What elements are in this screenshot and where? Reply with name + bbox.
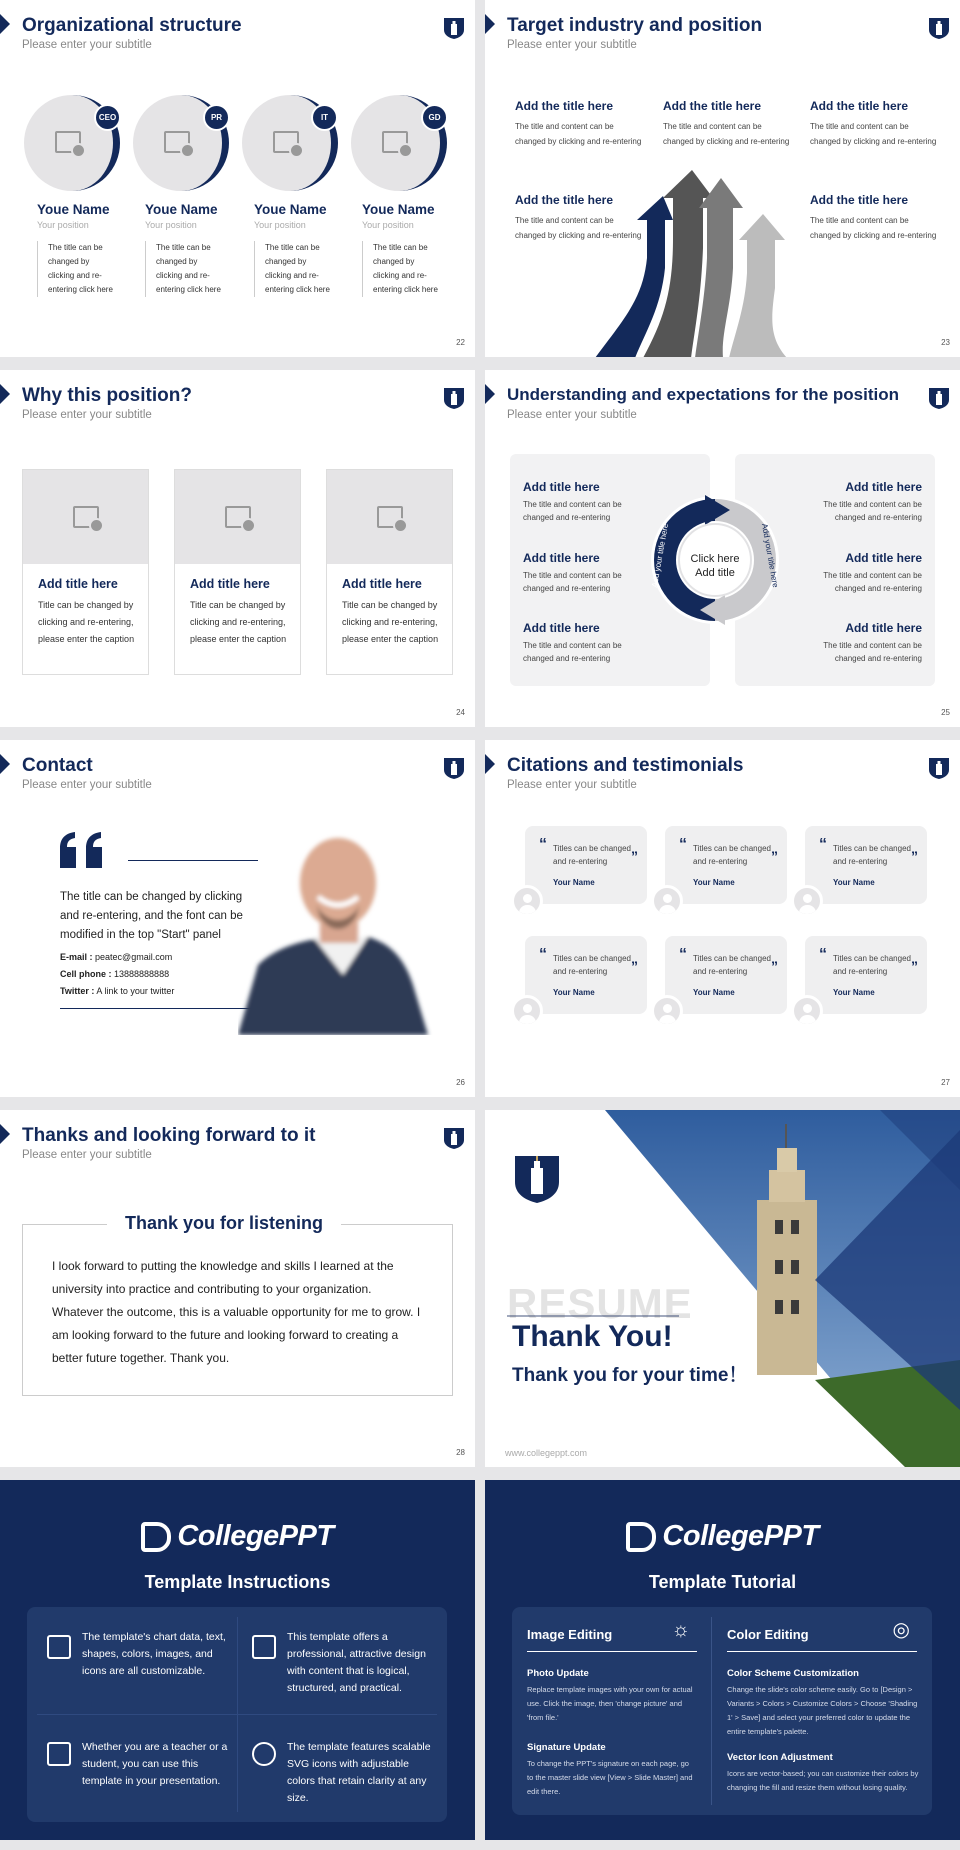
image-icon (382, 131, 408, 153)
item-text: The title and content can be changed and re-entering (823, 500, 922, 522)
testimonial-text: Titles can be changed and re-entering (833, 954, 911, 976)
testimonial-name: Your Name (553, 988, 595, 997)
item-title: Add title here (523, 480, 600, 494)
section-text: To change the PPT's signature on each page, go to the master slide view [View > Slide Master] and edit there. (527, 1759, 693, 1796)
testimonial-card (665, 826, 787, 904)
presentation-icon (47, 1635, 71, 1659)
avatar (651, 885, 683, 917)
quote-open-icon: “ (679, 946, 687, 963)
phone-row (60, 969, 169, 979)
target-item (810, 193, 940, 243)
item-title: Add the title here (515, 99, 614, 113)
item-text: The title and content can be changed by clicking and re-entering (810, 122, 937, 146)
thank-you-heading: Thank You! (512, 1320, 673, 1353)
crest-icon (928, 386, 950, 410)
section-title: Color Scheme Customization (727, 1668, 859, 1679)
logo-mark-icon (141, 1522, 171, 1552)
box-title: Thank you for listening (107, 1213, 341, 1234)
person-description: The title can be changed by clicking and re-entering click here (145, 241, 225, 297)
quote-close-icon: ” (911, 958, 918, 974)
avatar (791, 995, 823, 1027)
header-arrow (0, 1124, 10, 1144)
page-number: 25 (941, 708, 950, 717)
section-title: Vector Icon Adjustment (727, 1752, 833, 1763)
item-title: Add the title here (810, 193, 909, 207)
divider (711, 1617, 712, 1805)
logo-mark-icon (626, 1522, 656, 1552)
testimonial-text: Titles can be changed and re-entering (693, 954, 771, 976)
testimonial-text: Titles can be changed and re-entering (693, 844, 771, 866)
slide-template-tutorial (485, 1480, 960, 1840)
card-title: Add title here (342, 577, 422, 591)
item-title: Add the title here (810, 99, 909, 113)
expectation-item (797, 480, 922, 524)
person-description: The title can be changed by clicking and re-entering click here (37, 241, 117, 297)
person-name: Youe Name (362, 202, 435, 217)
thank-you-subheading: Thank you for your time！ (512, 1365, 748, 1386)
role-badge: CEO (94, 104, 121, 131)
person-photo[interactable] (238, 825, 433, 1035)
testimonial-card (805, 826, 927, 904)
expectation-item (797, 551, 922, 595)
page-number: 27 (941, 1078, 950, 1087)
slide-subtitle: Please enter your subtitle (22, 39, 152, 51)
item-text: The title and content can be changed and re-entering (523, 500, 622, 522)
quote-close-icon: ” (911, 848, 918, 864)
color-editing-panel (712, 1607, 932, 1815)
item-text: The title and content can be changed by clicking and re-entering (663, 122, 790, 146)
slide-thank-you (485, 1110, 960, 1467)
item-title: Add title here (523, 621, 600, 635)
divider (507, 1315, 679, 1317)
testimonial-text: Titles can be changed and re-entering (833, 844, 911, 866)
image-icon (55, 131, 81, 153)
email-label: E-mail : (60, 952, 93, 962)
position-card (326, 469, 453, 675)
slide-subtitle: Please enter your subtitle (507, 779, 637, 791)
header-arrow (0, 14, 10, 34)
tutorial-heading: Template Tutorial (648, 1572, 797, 1592)
header-arrow (0, 384, 10, 404)
slide-organizational-structure (0, 0, 475, 357)
target-item (810, 99, 940, 149)
position-card (22, 469, 149, 675)
header-arrow (485, 754, 495, 774)
image-icon (225, 506, 251, 528)
panel-title: Image Editing (527, 1627, 613, 1642)
quote-close-icon: ” (771, 958, 778, 974)
slide-contact (0, 740, 475, 1097)
role-badge: IT (311, 104, 338, 131)
phone-label: Cell phone : (60, 969, 112, 979)
slide-understanding-expectations (485, 370, 960, 727)
item-title: Add title here (845, 480, 922, 494)
item-text: The title and content can be changed and re-entering (523, 571, 622, 593)
item-title: Add title here (845, 621, 922, 635)
item-title: Add title here (523, 551, 600, 565)
page-number: 28 (456, 1448, 465, 1457)
position-card (174, 469, 301, 675)
section-text: Replace template images with your own for actual use. Click the image, then 'change picture' and 'from file.' (527, 1685, 693, 1722)
testimonial-text: Titles can be changed and re-entering (553, 954, 631, 976)
card-text: Title can be changed by clicking and re-entering, please enter the caption (342, 600, 439, 644)
image-icon (273, 131, 299, 153)
testimonial-name: Your Name (553, 878, 595, 887)
palette-icon: ◎ (892, 1619, 910, 1641)
instruction-text: Whether you are a teacher or a student, you can use this template in your presentation. (82, 1741, 228, 1787)
card-text: Title can be changed by clicking and re-entering, please enter the caption (38, 600, 135, 644)
avatar (511, 885, 543, 917)
slide-title: Why this position? (22, 385, 192, 406)
card-text: Title can be changed by clicking and re-entering, please enter the caption (190, 600, 287, 644)
lightbulb-icon: ☼ (671, 1619, 690, 1641)
instructions-grid (27, 1607, 447, 1822)
crest-icon (928, 16, 950, 40)
slide-target-industry (485, 0, 960, 357)
slide-title: Thanks and looking forward to it (22, 1125, 316, 1146)
quote-open-icon: “ (819, 946, 827, 963)
image-icon (73, 506, 99, 528)
item-title: Add the title here (515, 193, 614, 207)
person-position: Your position (362, 220, 414, 230)
crest-icon (443, 1126, 465, 1150)
person-name: Youe Name (37, 202, 110, 217)
divider (727, 1651, 917, 1652)
slide-subtitle: Please enter your subtitle (22, 409, 152, 421)
collegeppt-logo (0, 1520, 475, 1553)
message-body: I look forward to putting the knowledge and skills I learned at the university into practice and contributing to your organization. Whatever the outcome, this is a valuable opportunity for me to grow. I am looking forward to the future and looking forward to creating a better future together. Thank you. (52, 1259, 421, 1365)
item-title: Add title here (845, 551, 922, 565)
quote-close-icon: ” (771, 848, 778, 864)
slide-title: Citations and testimonials (507, 755, 744, 776)
image-icon (377, 506, 403, 528)
person-position: Your position (145, 220, 197, 230)
quote-open-icon: “ (539, 836, 547, 853)
role-badge: PR (203, 104, 230, 131)
page-number: 24 (456, 708, 465, 717)
quote-close-icon: ” (631, 848, 638, 864)
instruction-text: This template offers a professional, attractive design with content that is logical, structured, and practical. (287, 1631, 426, 1694)
layers-icon (252, 1635, 276, 1659)
person-position: Your position (254, 220, 306, 230)
image-editing-panel (512, 1607, 712, 1815)
expectation-item (523, 551, 648, 595)
section-text: Change the slide's color scheme easily. Go to [Design > Variants > Colors > Customize Colors > Choose 'Shading 1' > Save] and select your preferred color to update the entire template's palette. (727, 1685, 918, 1736)
instructions-heading: Template Instructions (144, 1572, 331, 1592)
logo-text: CollegePPT (177, 1520, 334, 1552)
item-text: The title and content can be changed by clicking and re-entering (515, 122, 642, 146)
section-text: Icons are vector-based; you can customize their colors by changing the fill and resize them without losing quality. (727, 1769, 919, 1792)
card-title: Add title here (38, 577, 118, 591)
person-name: Youe Name (254, 202, 327, 217)
slide-subtitle: Please enter your subtitle (22, 1149, 152, 1161)
page-number: 26 (456, 1078, 465, 1087)
photo-placeholder[interactable] (23, 470, 148, 564)
crest-icon (928, 756, 950, 780)
testimonial-name: Your Name (833, 878, 875, 887)
target-item (515, 99, 645, 149)
expectation-item (797, 621, 922, 665)
collegeppt-logo (485, 1520, 960, 1553)
resume-watermark: RESUME (507, 1280, 693, 1327)
testimonial-card (805, 936, 927, 1014)
quote-open-icon: “ (819, 836, 827, 853)
slide-title: Target industry and position (507, 15, 763, 36)
rising-arrows-graphic (595, 168, 815, 357)
item-title: Add the title here (663, 99, 762, 113)
item-text: The title and content can be changed by clicking and re-entering (810, 216, 937, 240)
quote-mark-icon (60, 832, 106, 868)
testimonial-card (525, 936, 647, 1014)
arc-left-label: Add your title here (649, 522, 671, 589)
person-position: Your position (37, 220, 89, 230)
testimonial-name: Your Name (693, 878, 735, 887)
quote-open-icon: “ (679, 836, 687, 853)
slide-subtitle: Please enter your subtitle (507, 39, 637, 51)
photo-placeholder[interactable] (327, 470, 452, 564)
contact-body: The title can be changed by clicking and re-entering, and the font can be modified in the top "Start" panel (60, 891, 243, 941)
user-card-icon (47, 1742, 71, 1766)
crest-icon (443, 756, 465, 780)
basketball-icon (252, 1742, 276, 1766)
avatar (651, 995, 683, 1027)
slide-subtitle: Please enter your subtitle (22, 779, 152, 791)
slide-thanks-looking-forward (0, 1110, 475, 1467)
avatar (511, 995, 543, 1027)
section-title: Photo Update (527, 1668, 589, 1679)
item-text: The title and content can be changed and re-entering (823, 571, 922, 593)
slide-citations-testimonials (485, 740, 960, 1097)
item-text: The title and content can be changed and re-entering (523, 641, 622, 663)
website-url[interactable]: www.collegeppt.com (505, 1448, 588, 1458)
expectation-item (523, 621, 648, 665)
slide-title: Organizational structure (22, 15, 242, 36)
slide-title: Contact (22, 755, 93, 776)
testimonial-name: Your Name (833, 988, 875, 997)
university-crest-logo (514, 1152, 560, 1204)
photo-placeholder[interactable] (175, 470, 300, 564)
section-title: Signature Update (527, 1742, 606, 1753)
quote-open-icon: “ (539, 946, 547, 963)
person-description: The title can be changed by clicking and re-entering click here (254, 241, 334, 297)
target-item (663, 99, 793, 149)
slide-template-instructions (0, 1480, 475, 1840)
email-value[interactable]: peatec@gmail.com (95, 952, 173, 962)
divider (527, 1651, 697, 1652)
page-number: 23 (941, 338, 950, 347)
crest-icon (443, 386, 465, 410)
expectation-item (523, 480, 648, 524)
twitter-value[interactable]: A link to your twitter (96, 986, 175, 996)
page-number: 22 (456, 338, 465, 347)
testimonial-card (665, 936, 787, 1014)
cycle-center-label[interactable]: Click here Add title (690, 553, 740, 579)
slide-title: Understanding and expectations for the position (507, 385, 899, 404)
testimonial-card (525, 826, 647, 904)
twitter-row (60, 986, 174, 996)
panel-title: Color Editing (727, 1627, 809, 1642)
testimonial-text: Titles can be changed and re-entering (553, 844, 631, 866)
testimonial-name: Your Name (693, 988, 735, 997)
item-text: The title and content can be changed and re-entering (823, 641, 922, 663)
twitter-label: Twitter : (60, 986, 95, 996)
slide-subtitle: Please enter your subtitle (507, 409, 637, 421)
person-name: Youe Name (145, 202, 218, 217)
crest-icon (443, 16, 465, 40)
slide-why-this-position (0, 370, 475, 727)
avatar (791, 885, 823, 917)
image-icon (164, 131, 190, 153)
instruction-text: The template features scalable SVG icons with adjustable colors that retain clarity at any size. (287, 1741, 431, 1804)
instruction-text: The template's chart data, text, shapes, colors, images, and icons are all customizable. (82, 1631, 226, 1677)
divider (37, 1714, 437, 1715)
email-row (60, 952, 172, 962)
header-arrow (0, 754, 10, 774)
header-arrow (485, 14, 495, 34)
quote-close-icon: ” (631, 958, 638, 974)
phone-value[interactable]: 13888888888 (114, 969, 170, 979)
arc-right-label: Add your title here (759, 522, 781, 589)
person-description: The title can be changed by clicking and re-entering click here (362, 241, 442, 297)
header-arrow (485, 384, 495, 404)
logo-text: CollegePPT (662, 1520, 819, 1552)
item-text: The title and content can be changed by clicking and re-entering (515, 216, 642, 240)
card-title: Add title here (190, 577, 270, 591)
role-badge: GD (421, 104, 448, 131)
